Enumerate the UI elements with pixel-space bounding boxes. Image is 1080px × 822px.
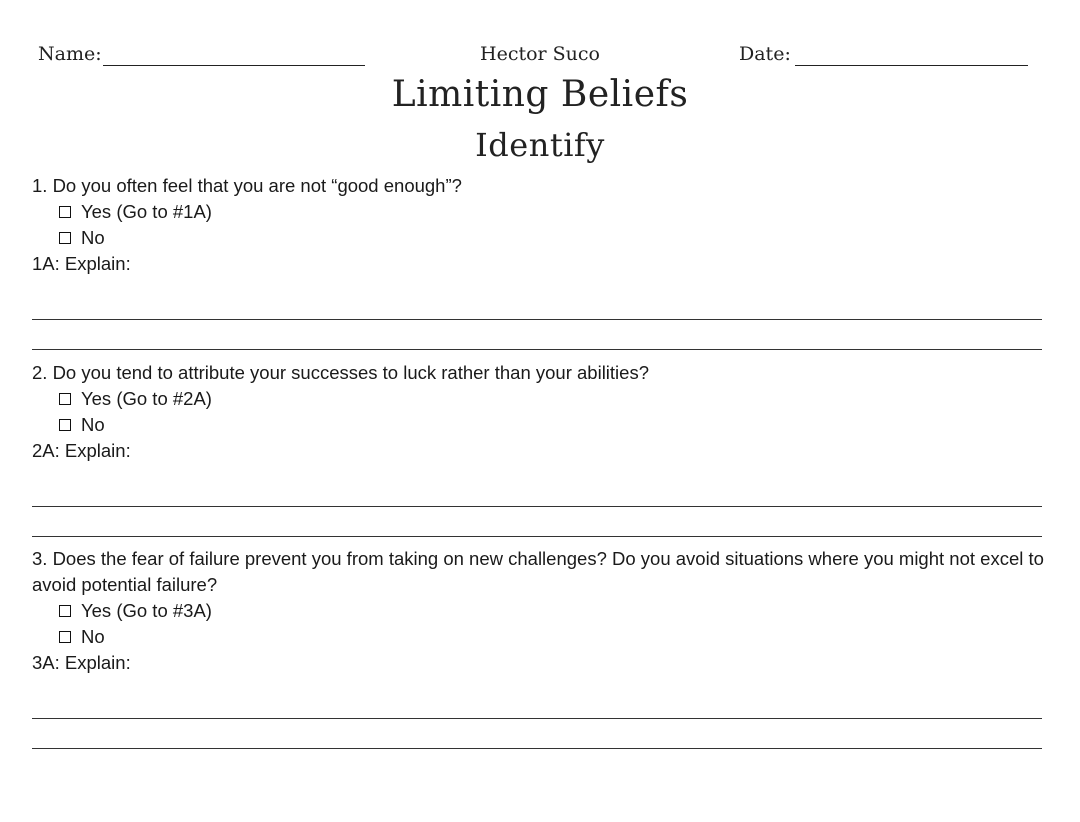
question-2-text: 2. Do you tend to attribute your successes to luck rather than your abilities? xyxy=(32,362,649,383)
page-subtitle: Identify xyxy=(475,126,605,164)
answer-line[interactable] xyxy=(32,506,1042,507)
question-1-explain-label: 1A: Explain: xyxy=(32,253,131,274)
question-1 xyxy=(32,173,1047,277)
checkbox-icon[interactable] xyxy=(59,206,71,218)
question-3-text: 3. Does the fear of failure prevent you from taking on new challenges? Do you avoid situations where you might not excel to avoid potential failure? xyxy=(32,548,1044,595)
date-field[interactable] xyxy=(795,65,1028,66)
option-label: Yes (Go to #3A) xyxy=(81,600,212,621)
option-label: No xyxy=(81,414,105,435)
question-2-explain-label: 2A: Explain: xyxy=(32,440,131,461)
question-3 xyxy=(32,546,1047,676)
page-title: Limiting Beliefs xyxy=(391,74,689,115)
answer-line[interactable] xyxy=(32,536,1042,537)
question-1-text: 1. Do you often feel that you are not “good enough”? xyxy=(32,175,462,196)
question-1-option-no[interactable] xyxy=(59,225,1047,251)
question-2-option-yes[interactable] xyxy=(59,386,1047,412)
question-2 xyxy=(32,360,1047,464)
question-3-option-no[interactable] xyxy=(59,624,1047,650)
question-3-explain-label: 3A: Explain: xyxy=(32,652,131,673)
author-name: Hector Suco xyxy=(480,43,600,65)
date-label: Date: xyxy=(739,43,791,65)
answer-line[interactable] xyxy=(32,748,1042,749)
question-2-option-no[interactable] xyxy=(59,412,1047,438)
checkbox-icon[interactable] xyxy=(59,393,71,405)
name-label: Name: xyxy=(38,43,102,65)
option-label: No xyxy=(81,227,105,248)
option-label: No xyxy=(81,626,105,647)
answer-line[interactable] xyxy=(32,718,1042,719)
option-label: Yes (Go to #2A) xyxy=(81,388,212,409)
name-field[interactable] xyxy=(103,65,365,66)
question-3-option-yes[interactable] xyxy=(59,598,1047,624)
answer-line[interactable] xyxy=(32,349,1042,350)
checkbox-icon[interactable] xyxy=(59,232,71,244)
question-1-option-yes[interactable] xyxy=(59,199,1047,225)
checkbox-icon[interactable] xyxy=(59,605,71,617)
checkbox-icon[interactable] xyxy=(59,419,71,431)
option-label: Yes (Go to #1A) xyxy=(81,201,212,222)
answer-line[interactable] xyxy=(32,319,1042,320)
checkbox-icon[interactable] xyxy=(59,631,71,643)
